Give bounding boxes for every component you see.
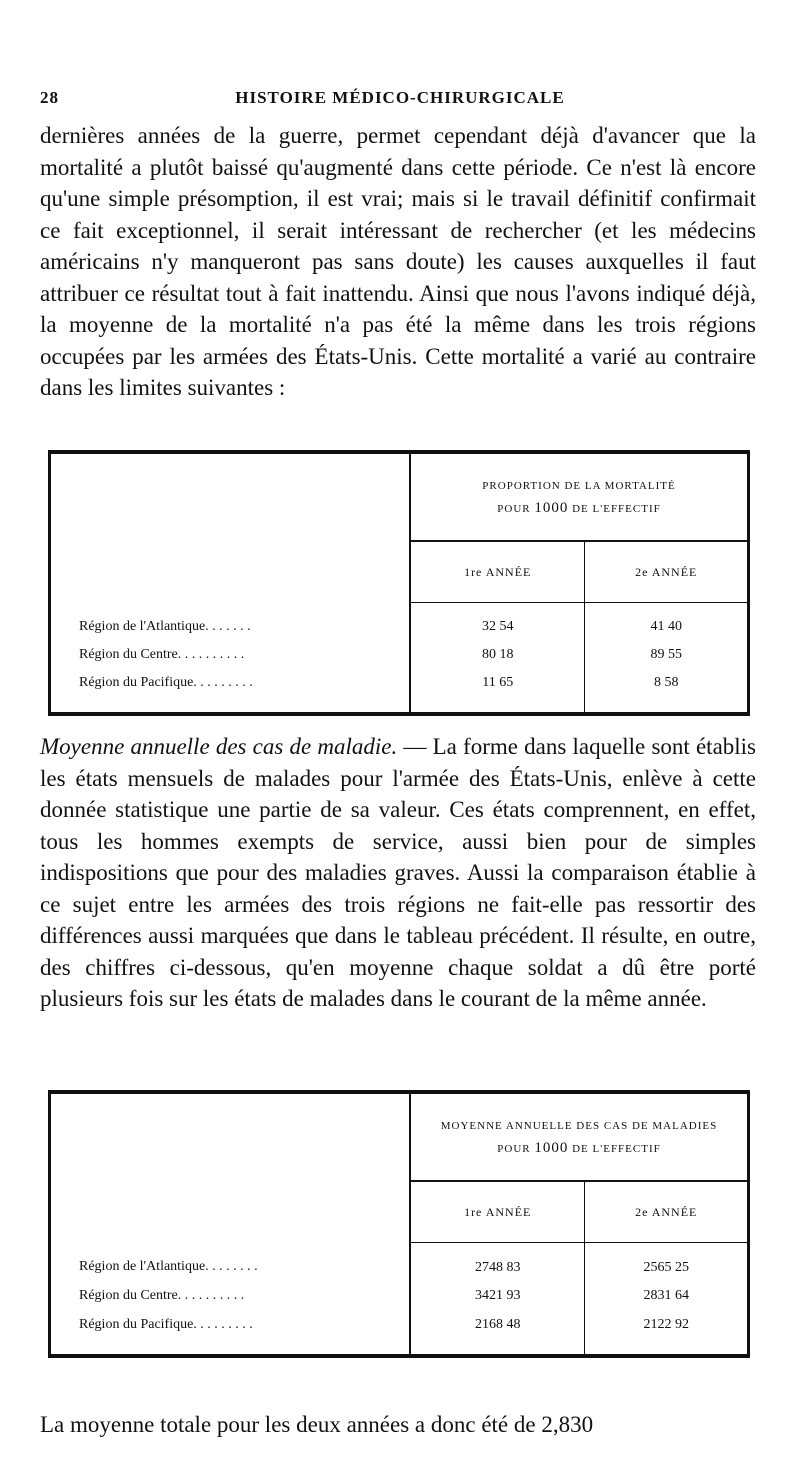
row-label: Région de l'Atlantique. . . . . . .	[50, 603, 411, 642]
row-label: Région du Pacifique. . . . . . . . .	[50, 1309, 411, 1356]
row-label: Région du Centre. . . . . . . . . .	[50, 1282, 411, 1309]
paragraph-mortality: dernières années de la guerre, permet cependant déjà d'avancer que la mortalité a plutôt baissé qu'augmenté dans cette période. Ce n'est là encore qu'une simple présomption, il est vrai; mais si le travail définitif confirmait ce fait exceptionnel, il serait intéressant de rechercher (et les médecins américains n'y manqueront pas sans doute) les causes auxquelles il faut attribuer ce résultat tout à fait inattendu. Ainsi que nous l'avons indiqué déjà, la moyenne de la mortalité n'a pas été la même dans les trois régions occupées par les armées des États-Unis. Cette mortalité a varié au contraire dans les limites suivantes :	[40, 123, 756, 400]
mortality-table	[48, 450, 750, 716]
paragraph-illness-text: La forme dans laquelle sont établis les états mensuels de malades pour l'armée des États-Unis, enlève à cette donnée statistique une partie de sa valeur. Ces états comprennent, en effet, tous les hommes exempts de service, aussi bien pour de simples indispositions que pour des maladies graves. Aussi la comparaison établie à ce sujet entre les armées des trois régions ne fait-elle pas ressortir des différences aussi marquées que dans le tableau précédent. Il résulte, en outre, des chiffres ci-dessous, qu'en moyenne chaque soldat a dû être porté plusieurs fois sur les états de malades dans le courant de la même année.	[40, 734, 757, 1011]
column-year1: 1re ANNÉE	[410, 1181, 585, 1243]
cell-year2: 2831 64	[643, 1287, 689, 1303]
cell-year2: 2122 92	[643, 1316, 689, 1332]
table-row	[50, 1309, 749, 1356]
table-blank-header	[50, 1092, 411, 1243]
table-row	[50, 1282, 749, 1309]
table-blank-header	[50, 452, 411, 603]
column-year2: 2e ANNÉE	[585, 541, 749, 603]
cell-year1: 2168 48	[410, 1309, 585, 1356]
page-number: 28	[40, 88, 59, 107]
cell-year1: 3421 93	[410, 1282, 585, 1309]
running-title: HISTOIRE MÉDICO-CHIRURGICALE	[235, 88, 565, 107]
cell-year1: 32 54	[410, 603, 585, 642]
table-heading-line2: POUR 1000 DE L'EFFECTIF	[497, 1139, 661, 1156]
section-title: Moyenne annuelle des cas de maladie.	[40, 734, 398, 759]
title-dash: —	[397, 734, 433, 759]
table-row	[50, 668, 749, 714]
paragraph-illness	[40, 731, 756, 1015]
cell-year2: 8 58	[653, 675, 679, 691]
cell-year2: 89 55	[650, 646, 682, 662]
table-heading-line1: MOYENNE ANNUELLE DES CAS DE MALADIES	[440, 1119, 718, 1132]
table-row	[50, 642, 749, 669]
table-row	[50, 1243, 749, 1283]
paragraph-total: La moyenne totale pour les deux années a donc été de 2,830	[40, 1412, 594, 1437]
cell-year1: 2748 83	[410, 1243, 585, 1283]
column-year1: 1re ANNÉE	[410, 541, 585, 603]
illness-table	[48, 1090, 750, 1358]
table-heading	[410, 1092, 749, 1181]
cell-year2: 41 40	[650, 619, 682, 635]
row-label: Région du Centre. . . . . . . . . .	[50, 642, 411, 669]
row-label: Région de l'Atlantique. . . . . . . .	[50, 1243, 411, 1283]
table-heading	[410, 452, 749, 541]
table-heading-line1: PROPORTION DE LA MORTALITÉ	[482, 479, 676, 492]
row-label: Région du Pacifique. . . . . . . . .	[50, 668, 411, 714]
table-row	[50, 603, 749, 642]
cell-year1: 11 65	[410, 668, 585, 714]
cell-year1: 80 18	[410, 642, 585, 669]
table-heading-line2: POUR 1000 DE L'EFFECTIF	[497, 499, 661, 516]
cell-year2: 2565 25	[643, 1259, 689, 1275]
column-year2: 2e ANNÉE	[585, 1181, 749, 1243]
page-header	[40, 88, 760, 114]
